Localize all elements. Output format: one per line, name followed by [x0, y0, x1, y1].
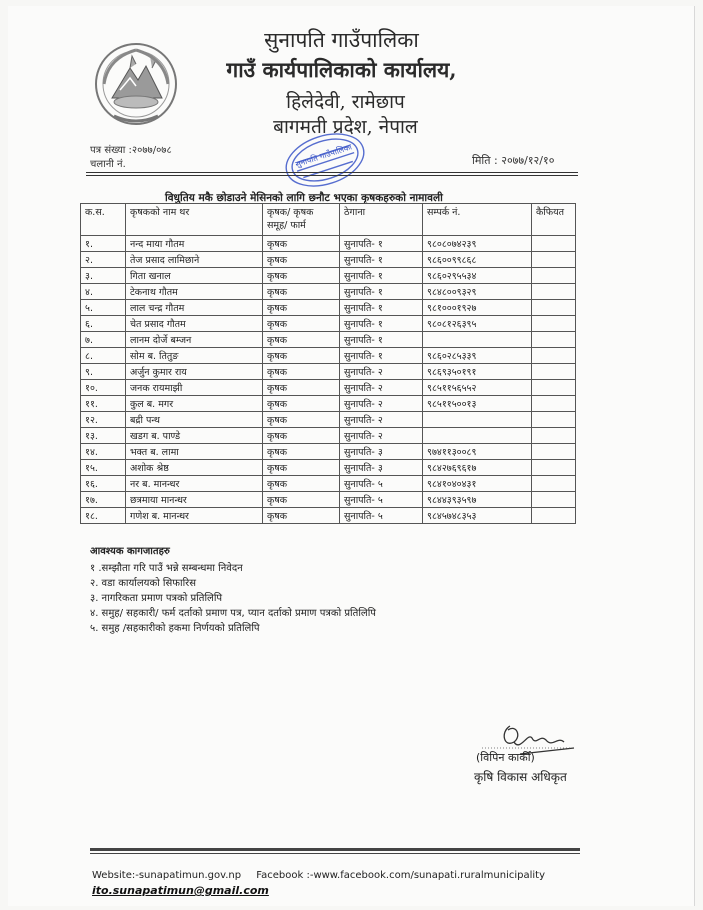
documents-heading: आवश्यक कागजातहरु [90, 546, 170, 557]
website-link[interactable]: Website:-sunapatimun.gov.np [92, 870, 242, 881]
cell-serial: ८. [81, 348, 126, 364]
facebook-link[interactable]: Facebook :-www.facebook.com/sunapati.ruralmunicipality [256, 870, 545, 881]
cell-type: कृषक [263, 252, 340, 268]
col-type: कृषक/ कृषक समूह/ फार्म [263, 204, 340, 236]
cell-serial: ५. [81, 300, 126, 316]
cell-remarks [532, 508, 576, 524]
footer-divider-thin [90, 853, 580, 854]
required-documents [90, 544, 376, 636]
office-location: हिलेदेवी, रामेछाप [286, 91, 405, 113]
signatory-designation: कृषि विकास अधिकृत [474, 770, 567, 784]
cell-remarks [532, 444, 576, 460]
cell-type: कृषक [263, 492, 340, 508]
cell-type: कृषक [263, 284, 340, 300]
cell-address: सुनापति- २ [340, 396, 423, 412]
document-item: ४. समुह/ सहकारी/ फर्म दर्ताको प्रमाण पत्र, प्यान दर्ताको प्रमाण पत्रको प्रतिलिपि [90, 608, 376, 619]
col-remarks: कैफियत [532, 204, 576, 236]
cell-name: चेत प्रसाद गौतम [126, 316, 263, 332]
cell-name: बद्री पन्थ [126, 412, 263, 428]
cell-type: कृषक [263, 268, 340, 284]
table-row [81, 316, 576, 332]
cell-serial: १५. [81, 460, 126, 476]
cell-contact: ९८५११५६५५२ [423, 380, 532, 396]
table-row [81, 252, 576, 268]
cell-remarks [532, 460, 576, 476]
cell-contact: ९८६००९९८६८ [423, 252, 532, 268]
cell-remarks [532, 316, 576, 332]
cell-remarks [532, 412, 576, 428]
cell-remarks [532, 396, 576, 412]
cell-type: कृषक [263, 396, 340, 412]
reference-number: पत्र संख्या :२०७७/०७८ [90, 145, 172, 156]
cell-name: लानम दोर्जे बम्जन [126, 332, 263, 348]
cell-type: कृषक [263, 476, 340, 492]
header-divider-secondary [86, 175, 578, 176]
table-header-row [81, 204, 576, 236]
footer-divider [90, 848, 580, 851]
footer-links [92, 870, 557, 881]
cell-serial: १८. [81, 508, 126, 524]
header-divider [86, 172, 578, 173]
cell-address: सुनापति- १ [340, 236, 423, 252]
cell-name: जनक रायमाझी [126, 380, 263, 396]
list-title: विधुतिय मकै छोडाउने मेसिनको लागि छनौट भएका कृषकहरुको नामावली [165, 192, 443, 204]
cell-remarks [532, 380, 576, 396]
cell-address: सुनापति- १ [340, 316, 423, 332]
cell-serial: ७. [81, 332, 126, 348]
cell-address: सुनापति- १ [340, 252, 423, 268]
cell-name: टेकनाथ गौतम [126, 284, 263, 300]
cell-contact [423, 428, 532, 444]
cell-contact: ९८६०२८५३३९ [423, 348, 532, 364]
cell-address: सुनापति- २ [340, 380, 423, 396]
cell-name: नर ब. मानन्धर [126, 476, 263, 492]
cell-name: लाल चन्द्र गौतम [126, 300, 263, 316]
cell-name: छत्रमाया मानन्धर [126, 492, 263, 508]
stamp-text: सुनापति गाउँपालिका [294, 142, 354, 170]
cell-serial: ३. [81, 268, 126, 284]
cell-serial: १०. [81, 380, 126, 396]
cell-address: सुनापति- १ [340, 300, 423, 316]
cell-address: सुनापति- १ [340, 332, 423, 348]
cell-contact: ९८४५७४८३५३ [423, 508, 532, 524]
cell-serial: १२. [81, 412, 126, 428]
cell-remarks [532, 284, 576, 300]
cell-contact: ९८४२७६९६१७ [423, 460, 532, 476]
cell-type: कृषक [263, 364, 340, 380]
cell-type: कृषक [263, 508, 340, 524]
col-name: कृषकको नाम थर [126, 204, 263, 236]
cell-contact: ९८१०००१९२७ [423, 300, 532, 316]
office-name: सुनापति गाउँपालिका [264, 28, 419, 52]
cell-address: सुनापति- १ [340, 284, 423, 300]
cell-name: तेज प्रसाद लामिछाने [126, 252, 263, 268]
table-row [81, 428, 576, 444]
cell-type: कृषक [263, 300, 340, 316]
cell-address: सुनापति- १ [340, 268, 423, 284]
table-row [81, 268, 576, 284]
document-item: ३. नागरिकता प्रमाण पत्रको प्रतिलिपि [90, 593, 223, 604]
table-row [81, 300, 576, 316]
cell-address: सुनापति- १ [340, 348, 423, 364]
document-item: १ .सम्झौता गरि पाउँ भन्ने सम्बन्धमा निवेदन [90, 563, 243, 574]
signatory-name: (विपिन कार्की) [476, 751, 535, 764]
cell-name: अशोक श्रेष्ठ [126, 460, 263, 476]
document-item: ५. समुह /सहकारीको हकमा निर्णयको प्रतिलिपि [90, 623, 260, 634]
cell-remarks [532, 252, 576, 268]
cell-remarks [532, 348, 576, 364]
table-row [81, 284, 576, 300]
cell-type: कृषक [263, 236, 340, 252]
cell-serial: ९. [81, 364, 126, 380]
cell-serial: ११. [81, 396, 126, 412]
col-contact: सम्पर्क नं. [423, 204, 532, 236]
cell-contact: ९८४१०४०४३१ [423, 476, 532, 492]
cell-serial: ४. [81, 284, 126, 300]
cell-remarks [532, 476, 576, 492]
table-row [81, 412, 576, 428]
dispatch-number: चलानी नं. [90, 159, 126, 170]
cell-contact [423, 412, 532, 428]
cell-name: अर्जुन कुमार राय [126, 364, 263, 380]
cell-serial: ६. [81, 316, 126, 332]
cell-type: कृषक [263, 380, 340, 396]
cell-type: कृषक [263, 348, 340, 364]
cell-name: नन्द माया गौतम [126, 236, 263, 252]
office-stamp-icon [279, 128, 371, 192]
letter-date: मिति : २०७७/१२/१० [472, 154, 555, 167]
cell-name: गिता खनाल [126, 268, 263, 284]
cell-contact: ९८४८००९३२९ [423, 284, 532, 300]
cell-serial: १४. [81, 444, 126, 460]
cell-name: कुल ब. मगर [126, 396, 263, 412]
cell-type: कृषक [263, 332, 340, 348]
cell-address: सुनापति- २ [340, 364, 423, 380]
table-row [81, 492, 576, 508]
cell-contact: ९८५११५००१३ [423, 396, 532, 412]
table-row [81, 332, 576, 348]
col-address: ठेगाना [340, 204, 423, 236]
cell-address: सुनापति- ३ [340, 444, 423, 460]
cell-address: सुनापति- ५ [340, 476, 423, 492]
cell-remarks [532, 300, 576, 316]
cell-contact: ९७४११३००८९ [423, 444, 532, 460]
cell-serial: १. [81, 236, 126, 252]
cell-remarks [532, 332, 576, 348]
cell-type: कृषक [263, 460, 340, 476]
table-row [81, 236, 576, 252]
cell-contact: ९८०८०७४२३९ [423, 236, 532, 252]
cell-type: कृषक [263, 428, 340, 444]
cell-remarks [532, 268, 576, 284]
table-row [81, 364, 576, 380]
cell-serial: १३. [81, 428, 126, 444]
cell-name: सोम ब. तितुङ [126, 348, 263, 364]
cell-address: सुनापति- ५ [340, 508, 423, 524]
cell-type: कृषक [263, 412, 340, 428]
cell-serial: १६. [81, 476, 126, 492]
cell-remarks [532, 428, 576, 444]
table-row [81, 460, 576, 476]
cell-contact [423, 332, 532, 348]
cell-type: कृषक [263, 316, 340, 332]
office-province: बागमती प्रदेश, नेपाल [273, 116, 418, 138]
cell-serial: २. [81, 252, 126, 268]
cell-address: सुनापति- ५ [340, 492, 423, 508]
table-row [81, 476, 576, 492]
farmer-list-table [80, 203, 576, 524]
table-row [81, 380, 576, 396]
table-row [81, 444, 576, 460]
cell-remarks [532, 492, 576, 508]
cell-remarks [532, 364, 576, 380]
cell-address: सुनापति- २ [340, 412, 423, 428]
cell-contact: ९८४४३९३५९७ [423, 492, 532, 508]
cell-name: भक्त ब. लामा [126, 444, 263, 460]
cell-name: गणेश ब. मानन्धर [126, 508, 263, 524]
office-subtitle: गाउँ कार्यपालिकाको कार्यालय, [226, 57, 457, 82]
email-link[interactable]: ito.sunapatimun@gmail.com [92, 884, 269, 897]
cell-contact: ९८०८१२६३९५ [423, 316, 532, 332]
col-serial: क.स. [81, 204, 126, 236]
table-row [81, 348, 576, 364]
table-row [81, 508, 576, 524]
cell-name: खडग ब. पाण्डे [126, 428, 263, 444]
cell-type: कृषक [263, 444, 340, 460]
cell-serial: १७. [81, 492, 126, 508]
cell-remarks [532, 236, 576, 252]
cell-address: सुनापति- ३ [340, 460, 423, 476]
cell-address: सुनापति- २ [340, 428, 423, 444]
cell-contact: ९८६०२९५५३४ [423, 268, 532, 284]
cell-contact: ९८६९३५०१९१ [423, 364, 532, 380]
document-item: २. वडा कार्यालयको सिफारिस [90, 578, 197, 589]
table-row [81, 396, 576, 412]
